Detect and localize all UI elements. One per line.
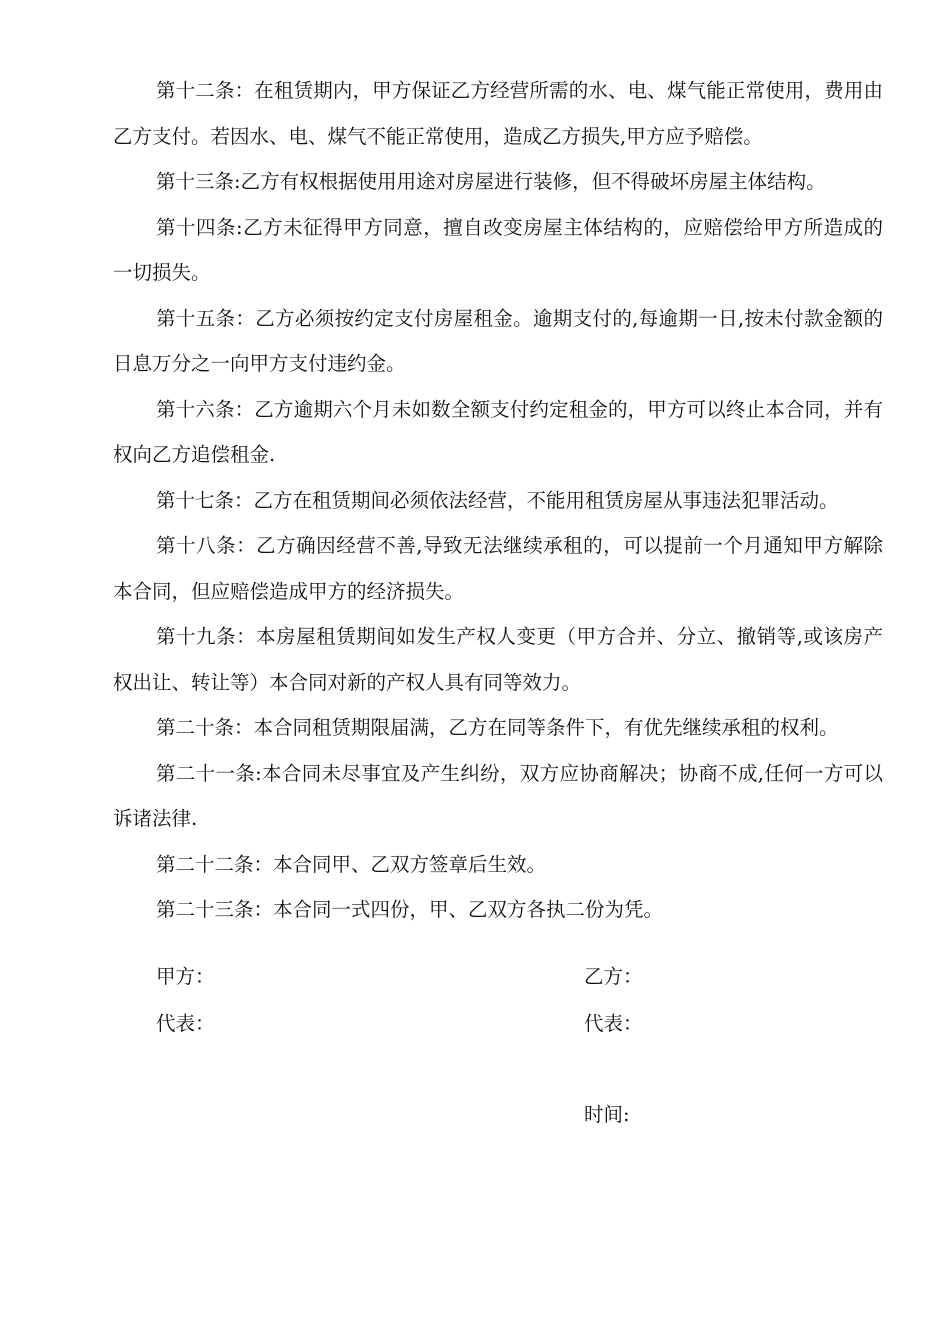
clause-19: 第十九条：本房屋租赁期间如发生产权人变更（甲方合并、分立、撤销等,或该房产权出让、转让等）本合同对新的产权人具有同等效力。: [113, 625, 883, 694]
clause-15: 第十五条：乙方必须按约定支付房屋租金。逾期支付的,每逾期一日,按未付款金额的日息万分之一向甲方支付违约金。: [113, 306, 883, 375]
clause-12: 第十二条：在租赁期内，甲方保证乙方经营所需的水、电、煤气能正常使用，费用由乙方支付。若因水、电、煤气不能正常使用，造成乙方损失,甲方应予赔偿。: [113, 79, 883, 148]
clause-13: 第十三条:乙方有权根据使用用途对房屋进行装修，但不得破坏房屋主体结构。: [156, 170, 826, 193]
clause-20: 第二十条：本合同租赁期限届满，乙方在同等条件下，有优先继续承租的权利。: [156, 716, 839, 739]
party-b-rep-label: 代表：: [584, 1012, 643, 1035]
party-a-label: 甲方：: [156, 965, 215, 988]
party-a-rep-label: 代表：: [156, 1012, 215, 1035]
clause-14: 第十四条:乙方未征得甲方同意，擅自改变房屋主体结构的，应赔偿给甲方所造成的一切损失。: [113, 215, 883, 284]
clause-18: 第十八条：乙方确因经营不善,导致无法继续承租的，可以提前一个月通知甲方解除本合同，但应赔偿造成甲方的经济损失。: [113, 534, 883, 603]
clause-22: 第二十二条：本合同甲、乙双方签章后生效。: [156, 852, 547, 876]
party-b-label: 乙方：: [584, 965, 643, 988]
clause-17: 第十七条：乙方在租赁期间必须依法经营，不能用租赁房屋从事违法犯罪活动。: [156, 488, 839, 512]
clause-16: 第十六条：乙方逾期六个月未如数全额支付约定租金的，甲方可以终止本合同，并有权向乙方追偿租金.: [113, 397, 883, 466]
date-label: 时间:: [584, 1103, 630, 1126]
clause-21: 第二十一条:本合同未尽事宜及产生纠纷，双方应协商解决；协商不成,任何一方可以诉诸法律.: [113, 761, 883, 830]
clause-23: 第二十三条：本合同一式四份，甲、乙双方各执二份为凭。: [156, 898, 664, 921]
